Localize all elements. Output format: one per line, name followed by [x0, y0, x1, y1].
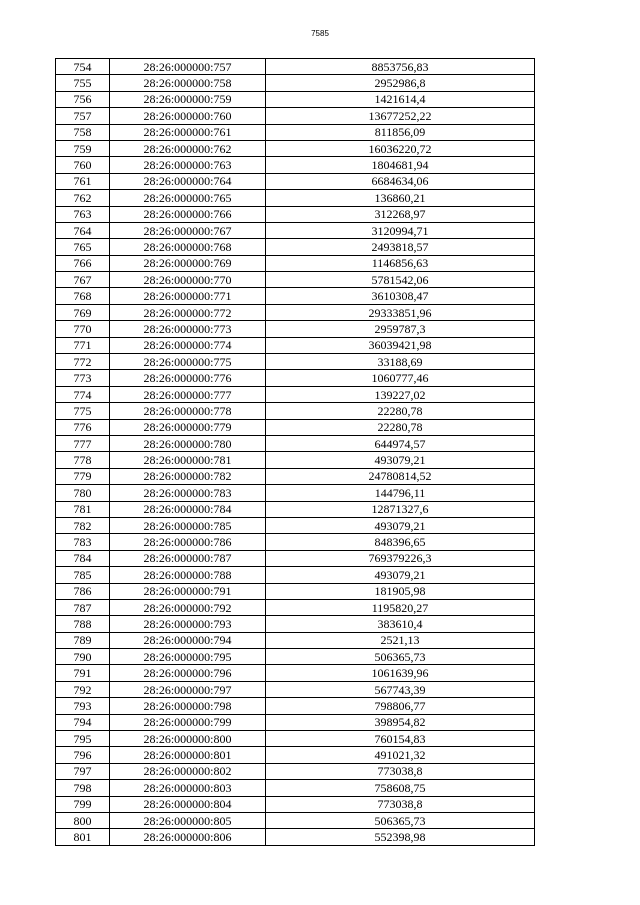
row-number-cell: 761: [56, 173, 110, 189]
cadastral-number-cell: 28:26:000000:772: [110, 304, 266, 320]
table-row: [56, 567, 535, 583]
value-cell: 2952986,8: [266, 75, 535, 91]
row-number-cell: 788: [56, 616, 110, 632]
table-row: [56, 550, 535, 566]
cadastral-number-cell: 28:26:000000:796: [110, 665, 266, 681]
cadastral-number-cell: 28:26:000000:805: [110, 812, 266, 828]
value-cell: 491021,32: [266, 747, 535, 763]
cadastral-number-cell: 28:26:000000:783: [110, 485, 266, 501]
cadastral-number-cell: 28:26:000000:779: [110, 419, 266, 435]
value-cell: 1146856,63: [266, 255, 535, 271]
row-number-cell: 782: [56, 517, 110, 533]
cadastral-number-cell: 28:26:000000:793: [110, 616, 266, 632]
value-cell: 567743,39: [266, 681, 535, 697]
value-cell: 312268,97: [266, 206, 535, 222]
table-row: [56, 337, 535, 353]
table-row: [56, 157, 535, 173]
table-row: [56, 75, 535, 91]
table-row: [56, 665, 535, 681]
cadastral-number-cell: 28:26:000000:769: [110, 255, 266, 271]
table-row: [56, 599, 535, 615]
value-cell: 493079,21: [266, 567, 535, 583]
cadastral-number-cell: 28:26:000000:773: [110, 321, 266, 337]
value-cell: 1421614,4: [266, 91, 535, 107]
table-row: [56, 124, 535, 140]
cadastral-number-cell: 28:26:000000:788: [110, 567, 266, 583]
cadastral-number-cell: 28:26:000000:763: [110, 157, 266, 173]
row-number-cell: 781: [56, 501, 110, 517]
value-cell: 2521,13: [266, 632, 535, 648]
table-row: [56, 272, 535, 288]
value-cell: 811856,09: [266, 124, 535, 140]
cadastral-number-cell: 28:26:000000:778: [110, 403, 266, 419]
row-number-cell: 777: [56, 435, 110, 451]
cadastral-number-cell: 28:26:000000:800: [110, 731, 266, 747]
cadastral-number-cell: 28:26:000000:761: [110, 124, 266, 140]
value-cell: 2959787,3: [266, 321, 535, 337]
cadastral-number-cell: 28:26:000000:803: [110, 780, 266, 796]
cadastral-number-cell: 28:26:000000:764: [110, 173, 266, 189]
cadastral-number-cell: 28:26:000000:759: [110, 91, 266, 107]
row-number-cell: 794: [56, 714, 110, 730]
value-cell: 1061639,96: [266, 665, 535, 681]
table-row: [56, 452, 535, 468]
row-number-cell: 766: [56, 255, 110, 271]
row-number-cell: 755: [56, 75, 110, 91]
cadastral-number-cell: 28:26:000000:766: [110, 206, 266, 222]
table-row: [56, 616, 535, 632]
row-number-cell: 793: [56, 698, 110, 714]
value-cell: 773038,8: [266, 763, 535, 779]
table-row: [56, 501, 535, 517]
row-number-cell: 776: [56, 419, 110, 435]
cadastral-number-cell: 28:26:000000:771: [110, 288, 266, 304]
value-cell: 144796,11: [266, 485, 535, 501]
value-cell: 398954,82: [266, 714, 535, 730]
table-row: [56, 403, 535, 419]
cadastral-number-cell: 28:26:000000:797: [110, 681, 266, 697]
table-body: [56, 59, 535, 846]
table-row: [56, 649, 535, 665]
row-number-cell: 762: [56, 190, 110, 206]
row-number-cell: 758: [56, 124, 110, 140]
cadastral-number-cell: 28:26:000000:768: [110, 239, 266, 255]
row-number-cell: 774: [56, 386, 110, 402]
cadastral-number-cell: 28:26:000000:798: [110, 698, 266, 714]
value-cell: 13677252,22: [266, 108, 535, 124]
value-cell: 24780814,52: [266, 468, 535, 484]
value-cell: 644974,57: [266, 435, 535, 451]
value-cell: 3120994,71: [266, 222, 535, 238]
cadastral-number-cell: 28:26:000000:767: [110, 222, 266, 238]
row-number-cell: 764: [56, 222, 110, 238]
value-cell: 773038,8: [266, 796, 535, 812]
table-row: [56, 370, 535, 386]
cadastral-number-cell: 28:26:000000:758: [110, 75, 266, 91]
row-number-cell: 769: [56, 304, 110, 320]
cadastral-number-cell: 28:26:000000:775: [110, 354, 266, 370]
cadastral-number-cell: 28:26:000000:801: [110, 747, 266, 763]
row-number-cell: 792: [56, 681, 110, 697]
cadastral-number-cell: 28:26:000000:774: [110, 337, 266, 353]
row-number-cell: 791: [56, 665, 110, 681]
row-number-cell: 797: [56, 763, 110, 779]
cadastral-number-cell: 28:26:000000:777: [110, 386, 266, 402]
row-number-cell: 784: [56, 550, 110, 566]
row-number-cell: 783: [56, 534, 110, 550]
row-number-cell: 800: [56, 812, 110, 828]
cadastral-number-cell: 28:26:000000:786: [110, 534, 266, 550]
value-cell: 769379226,3: [266, 550, 535, 566]
table-row: [56, 534, 535, 550]
table-row: [56, 763, 535, 779]
table-row: [56, 731, 535, 747]
row-number-cell: 779: [56, 468, 110, 484]
row-number-cell: 780: [56, 485, 110, 501]
row-number-cell: 795: [56, 731, 110, 747]
row-number-cell: 778: [56, 452, 110, 468]
cadastral-number-cell: 28:26:000000:760: [110, 108, 266, 124]
row-number-cell: 785: [56, 567, 110, 583]
row-number-cell: 770: [56, 321, 110, 337]
row-number-cell: 787: [56, 599, 110, 615]
table-row: [56, 206, 535, 222]
row-number-cell: 796: [56, 747, 110, 763]
cadastral-number-cell: 28:26:000000:781: [110, 452, 266, 468]
table-row: [56, 304, 535, 320]
cadastral-number-cell: 28:26:000000:784: [110, 501, 266, 517]
cadastral-number-cell: 28:26:000000:806: [110, 829, 266, 845]
cadastral-number-cell: 28:26:000000:770: [110, 272, 266, 288]
cadastral-number-cell: 28:26:000000:804: [110, 796, 266, 812]
row-number-cell: 772: [56, 354, 110, 370]
value-cell: 29333851,96: [266, 304, 535, 320]
row-number-cell: 798: [56, 780, 110, 796]
table-row: [56, 222, 535, 238]
row-number-cell: 786: [56, 583, 110, 599]
table-row: [56, 468, 535, 484]
cadastral-number-cell: 28:26:000000:762: [110, 140, 266, 156]
value-cell: 16036220,72: [266, 140, 535, 156]
row-number-cell: 768: [56, 288, 110, 304]
cadastral-value-table: [55, 58, 535, 846]
table-row: [56, 91, 535, 107]
cadastral-number-cell: 28:26:000000:802: [110, 763, 266, 779]
cadastral-number-cell: 28:26:000000:787: [110, 550, 266, 566]
value-cell: 760154,83: [266, 731, 535, 747]
value-cell: 136860,21: [266, 190, 535, 206]
table-row: [56, 714, 535, 730]
value-cell: 1804681,94: [266, 157, 535, 173]
value-cell: 506365,73: [266, 649, 535, 665]
row-number-cell: 799: [56, 796, 110, 812]
value-cell: 12871327,6: [266, 501, 535, 517]
table-row: [56, 59, 535, 75]
table-row: [56, 140, 535, 156]
table-row: [56, 108, 535, 124]
table-row: [56, 435, 535, 451]
table-row: [56, 354, 535, 370]
table-row: [56, 747, 535, 763]
table-row: [56, 190, 535, 206]
table-row: [56, 321, 535, 337]
value-cell: 36039421,98: [266, 337, 535, 353]
row-number-cell: 763: [56, 206, 110, 222]
table-row: [56, 812, 535, 828]
cadastral-number-cell: 28:26:000000:776: [110, 370, 266, 386]
cadastral-number-cell: 28:26:000000:782: [110, 468, 266, 484]
value-cell: 6684634,06: [266, 173, 535, 189]
row-number-cell: 756: [56, 91, 110, 107]
table-row: [56, 829, 535, 845]
row-number-cell: 757: [56, 108, 110, 124]
value-cell: 22280,78: [266, 403, 535, 419]
table-row: [56, 386, 535, 402]
cadastral-number-cell: 28:26:000000:780: [110, 435, 266, 451]
table-row: [56, 681, 535, 697]
row-number-cell: 775: [56, 403, 110, 419]
row-number-cell: 760: [56, 157, 110, 173]
value-cell: 493079,21: [266, 517, 535, 533]
table-row: [56, 796, 535, 812]
page-number: 7585: [311, 29, 329, 38]
cadastral-number-cell: 28:26:000000:794: [110, 632, 266, 648]
cadastral-number-cell: 28:26:000000:792: [110, 599, 266, 615]
value-cell: 1195820,27: [266, 599, 535, 615]
value-cell: 552398,98: [266, 829, 535, 845]
value-cell: 506365,73: [266, 812, 535, 828]
value-cell: 798806,77: [266, 698, 535, 714]
table-row: [56, 698, 535, 714]
cadastral-number-cell: 28:26:000000:799: [110, 714, 266, 730]
value-cell: 5781542,06: [266, 272, 535, 288]
row-number-cell: 759: [56, 140, 110, 156]
value-cell: 493079,21: [266, 452, 535, 468]
table-row: [56, 632, 535, 648]
value-cell: 848396,65: [266, 534, 535, 550]
table-row: [56, 517, 535, 533]
table-row: [56, 780, 535, 796]
value-cell: 383610,4: [266, 616, 535, 632]
value-cell: 181905,98: [266, 583, 535, 599]
table-row: [56, 173, 535, 189]
value-cell: 758608,75: [266, 780, 535, 796]
table-row: [56, 583, 535, 599]
value-cell: 8853756,83: [266, 59, 535, 75]
cadastral-number-cell: 28:26:000000:791: [110, 583, 266, 599]
table-row: [56, 485, 535, 501]
row-number-cell: 771: [56, 337, 110, 353]
cadastral-number-cell: 28:26:000000:795: [110, 649, 266, 665]
value-cell: 3610308,47: [266, 288, 535, 304]
value-cell: 139227,02: [266, 386, 535, 402]
row-number-cell: 790: [56, 649, 110, 665]
value-cell: 1060777,46: [266, 370, 535, 386]
row-number-cell: 773: [56, 370, 110, 386]
table-row: [56, 239, 535, 255]
value-cell: 2493818,57: [266, 239, 535, 255]
table-row: [56, 255, 535, 271]
value-cell: 22280,78: [266, 419, 535, 435]
table-row: [56, 288, 535, 304]
row-number-cell: 789: [56, 632, 110, 648]
row-number-cell: 767: [56, 272, 110, 288]
value-cell: 33188,69: [266, 354, 535, 370]
cadastral-number-cell: 28:26:000000:785: [110, 517, 266, 533]
row-number-cell: 765: [56, 239, 110, 255]
table-row: [56, 419, 535, 435]
cadastral-number-cell: 28:26:000000:765: [110, 190, 266, 206]
row-number-cell: 801: [56, 829, 110, 845]
row-number-cell: 754: [56, 59, 110, 75]
cadastral-number-cell: 28:26:000000:757: [110, 59, 266, 75]
